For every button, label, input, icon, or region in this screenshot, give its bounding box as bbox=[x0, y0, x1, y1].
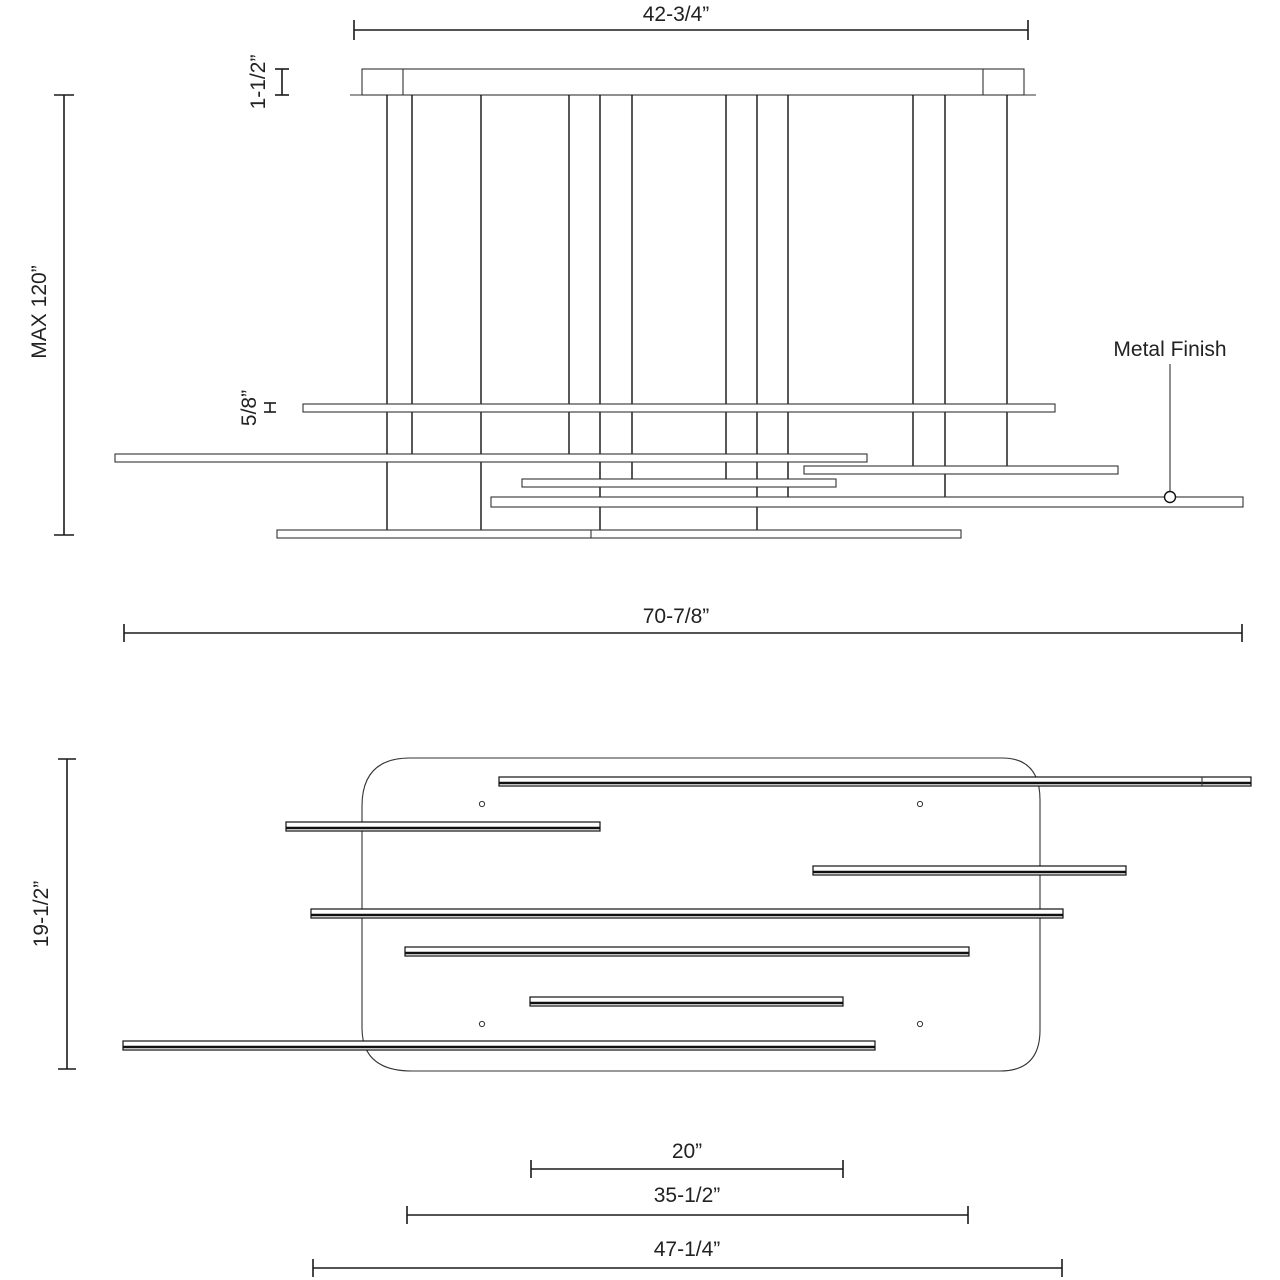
plan-bar-5 bbox=[405, 947, 969, 956]
overall-width-label: 70-7/8” bbox=[642, 605, 710, 628]
plan-bar-3 bbox=[813, 866, 1126, 875]
bar-20-dimension bbox=[531, 1140, 843, 1178]
canopy-height-label: 1-1/2” bbox=[247, 54, 270, 110]
metal-finish-callout bbox=[1113, 338, 1226, 503]
suspension-rods bbox=[387, 95, 1007, 530]
side-bar-3 bbox=[804, 466, 1118, 474]
plan-bar-1 bbox=[499, 777, 1251, 786]
callout-marker-icon bbox=[1165, 492, 1176, 503]
max-height-label: MAX 120” bbox=[28, 265, 51, 359]
side-bar-2 bbox=[115, 454, 867, 462]
plan-bar-4 bbox=[311, 909, 1063, 918]
side-bar-1 bbox=[303, 404, 1055, 412]
side-elevation-view bbox=[28, 3, 1243, 642]
bar-35-dimension bbox=[407, 1184, 968, 1224]
bar-height-label: 5/8” bbox=[238, 389, 261, 427]
plan-light-bars bbox=[123, 777, 1251, 1050]
metal-finish-label: Metal Finish bbox=[1113, 338, 1227, 361]
canopy-height-dimension bbox=[247, 55, 289, 110]
plan-bar-7 bbox=[123, 1041, 875, 1050]
canopy-width-label: 42-3/4” bbox=[642, 3, 710, 26]
bar-35-label: 35-1/2” bbox=[653, 1184, 721, 1207]
side-bar-4 bbox=[522, 479, 836, 487]
side-light-bars bbox=[115, 404, 1243, 538]
plan-bar-6 bbox=[530, 997, 843, 1006]
top-plan-view bbox=[30, 758, 1251, 1277]
bar-height-dimension bbox=[238, 390, 276, 426]
canopy bbox=[350, 69, 1036, 95]
depth-dimension bbox=[30, 759, 76, 1069]
canopy-width-dimension bbox=[354, 3, 1028, 40]
plan-bar-2 bbox=[286, 822, 600, 831]
bar-47-label: 47-1/4” bbox=[653, 1238, 721, 1261]
max-height-dimension bbox=[28, 95, 74, 535]
side-bar-6 bbox=[277, 530, 961, 538]
bar-47-dimension bbox=[313, 1238, 1062, 1277]
side-bar-5 bbox=[491, 497, 1243, 507]
overall-width-dimension bbox=[124, 605, 1242, 642]
depth-label: 19-1/2” bbox=[30, 880, 53, 948]
bar-20-label: 20” bbox=[671, 1140, 703, 1163]
